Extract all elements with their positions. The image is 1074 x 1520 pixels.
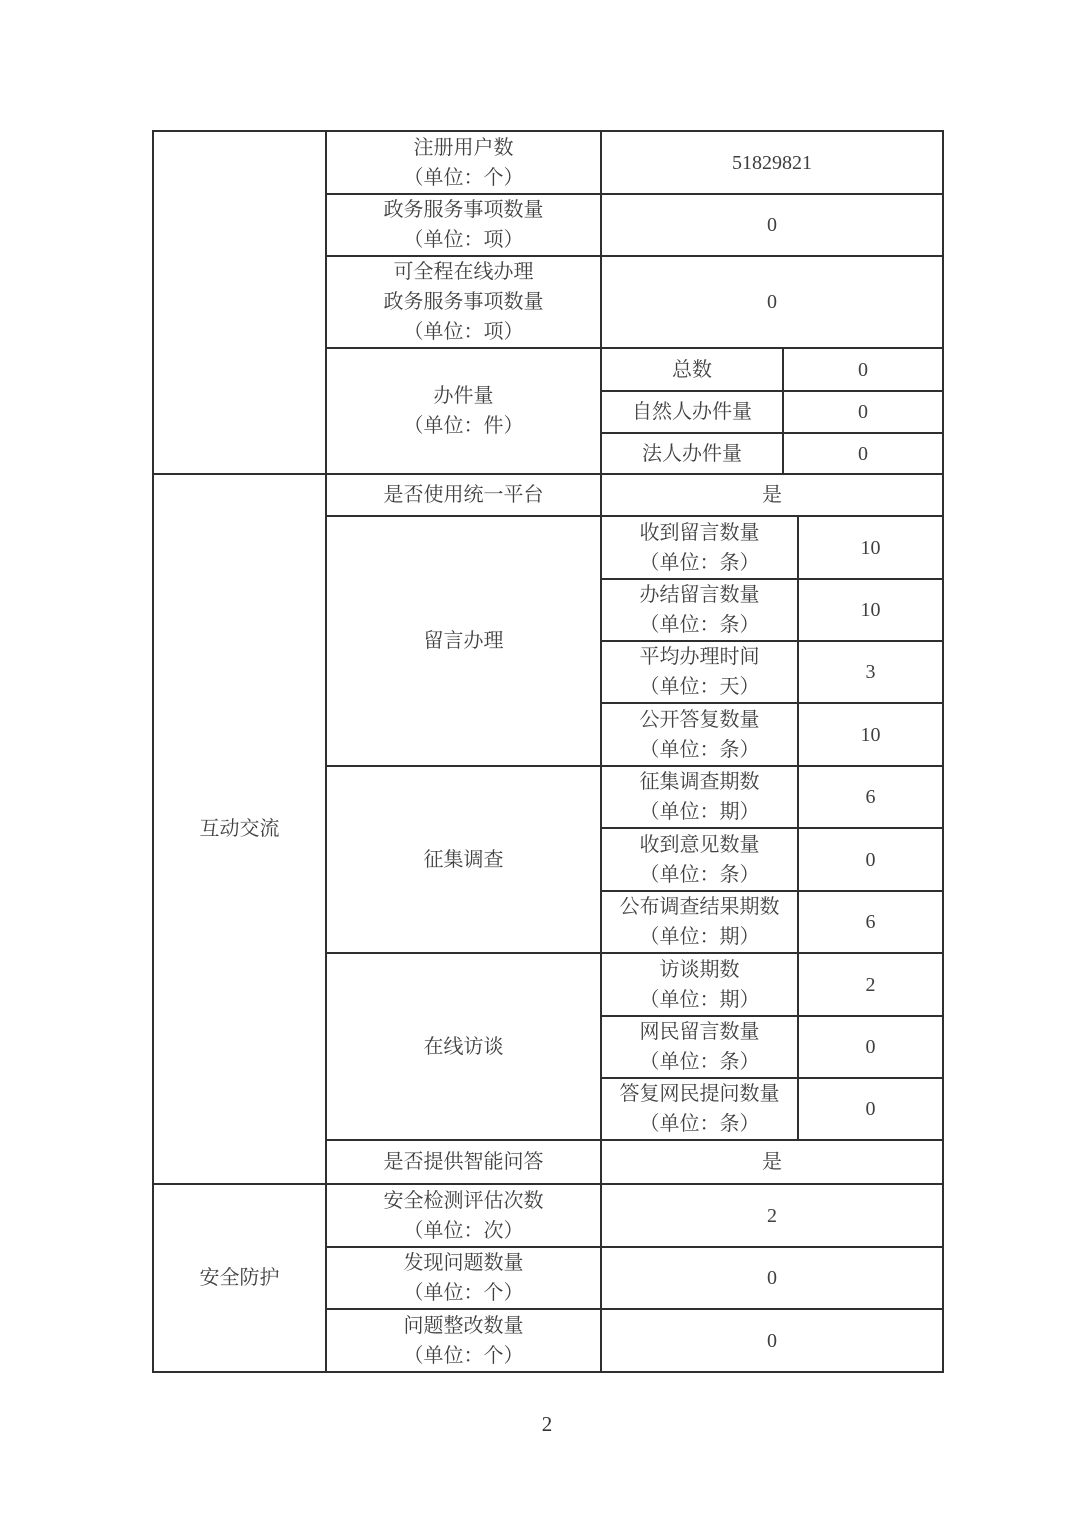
sub-value-cell: 3 [798, 641, 943, 703]
metric-value-cell: 是 [601, 1140, 943, 1184]
table-section-services [152, 130, 944, 475]
sub-label: 网民留言数量 [639, 1021, 760, 1043]
sub-unit: （单位：期） [639, 988, 760, 1011]
metric-label-cell [326, 1309, 601, 1372]
sub-label-cell [601, 703, 798, 766]
sub-label-cell [601, 1078, 798, 1140]
sub-unit: （单位：期） [639, 801, 760, 823]
metric-label: 办件量 [433, 385, 494, 407]
metric-unit: （单位：次） [403, 1219, 524, 1242]
metric-unit: （单位：件） [403, 415, 524, 437]
metric-label: 注册用户数 [413, 136, 514, 159]
metric-label: 政务服务事项数量 [383, 199, 544, 221]
metric-label-cell: 是否使用统一平台 [326, 474, 601, 516]
table-section-interaction [152, 473, 944, 1185]
metric-unit: （单位：项） [403, 321, 524, 343]
metric-label: 安全检测评估次数 [383, 1189, 544, 1212]
metric-label-cell [326, 131, 601, 194]
metric-value-cell: 0 [601, 1247, 943, 1309]
sub-value-cell: 10 [798, 516, 943, 579]
metric-unit: （单位：个） [403, 166, 524, 189]
sub-unit: （单位：条） [639, 614, 760, 636]
sub-label: 平均办理时间 [639, 646, 760, 668]
sub-label: 收到留言数量 [639, 521, 760, 544]
table-row [153, 1184, 943, 1247]
sub-label-cell [601, 1016, 798, 1078]
sub-value-cell: 0 [798, 828, 943, 891]
group-label-cell: 安全防护 [153, 1184, 326, 1372]
table-row [153, 131, 943, 194]
metric-value-cell: 51829821 [601, 131, 943, 194]
metric-label-cell [326, 256, 601, 348]
report-table [152, 130, 942, 1373]
sub-label-cell [601, 641, 798, 703]
metric-label: 问题整改数量 [403, 1314, 524, 1337]
table-row [153, 474, 943, 516]
sub-label-cell [601, 516, 798, 579]
metric-label-cell: 留言办理 [326, 516, 601, 766]
metric-value-cell: 0 [601, 256, 943, 348]
sub-label-cell: 法人办件量 [601, 433, 783, 474]
sub-value-cell: 0 [798, 1078, 943, 1140]
metric-unit: （单位：项） [403, 229, 524, 251]
sub-label-cell [601, 766, 798, 828]
sub-value-cell: 0 [783, 348, 943, 391]
sub-value-cell: 10 [798, 579, 943, 641]
sub-value-cell: 6 [798, 766, 943, 828]
metric-value-cell: 是 [601, 474, 943, 516]
sub-label: 办结留言数量 [639, 584, 760, 606]
sub-unit: （单位：条） [639, 551, 760, 574]
group-label-cell [153, 131, 326, 474]
sub-unit: （单位：条） [639, 863, 760, 886]
sub-value-cell: 0 [783, 433, 943, 474]
sub-unit: （单位：条） [639, 1113, 760, 1135]
group-label-cell: 互动交流 [153, 474, 326, 1184]
sub-label-cell [601, 579, 798, 641]
metric-unit: （单位：个） [403, 1344, 524, 1367]
sub-label: 答复网民提问数量 [619, 1083, 780, 1105]
metric-label-cell [326, 1184, 601, 1247]
sub-label-cell [601, 828, 798, 891]
metric-unit: （单位：个） [403, 1282, 524, 1304]
sub-label: 公布调查结果期数 [619, 896, 780, 918]
metric-value-cell: 0 [601, 194, 943, 256]
table-section-security [152, 1183, 944, 1373]
page-number: 2 [541, 1412, 553, 1436]
metric-label-cell [326, 1247, 601, 1309]
sub-label-cell [601, 891, 798, 953]
sub-value-cell: 0 [798, 1016, 943, 1078]
sub-label: 收到意见数量 [639, 833, 760, 856]
metric-label-cell: 在线访谈 [326, 953, 601, 1140]
sub-unit: （单位：期） [639, 926, 760, 948]
sub-label: 征集调查期数 [639, 771, 760, 793]
metric-label: 可全程在线办理 [393, 261, 534, 283]
metric-label: 发现问题数量 [403, 1252, 524, 1274]
metric-label-line2: 政务服务事项数量 [383, 291, 544, 313]
metric-label-cell [326, 348, 601, 474]
sub-label-cell: 总数 [601, 348, 783, 391]
sub-label-cell: 自然人办件量 [601, 391, 783, 433]
sub-label: 访谈期数 [659, 958, 740, 981]
metric-value-cell: 0 [601, 1309, 943, 1372]
metric-label-cell [326, 194, 601, 256]
sub-value-cell: 2 [798, 953, 943, 1016]
metric-label-cell: 征集调查 [326, 766, 601, 953]
sub-value-cell: 10 [798, 703, 943, 766]
sub-label-cell [601, 953, 798, 1016]
metric-label-cell: 是否提供智能问答 [326, 1140, 601, 1184]
metric-value-cell: 2 [601, 1184, 943, 1247]
sub-unit: （单位：天） [639, 676, 760, 698]
sub-unit: （单位：条） [639, 1051, 760, 1073]
sub-unit: （单位：条） [639, 738, 760, 761]
sub-value-cell: 6 [798, 891, 943, 953]
sub-label: 公开答复数量 [639, 708, 760, 731]
sub-value-cell: 0 [783, 391, 943, 433]
